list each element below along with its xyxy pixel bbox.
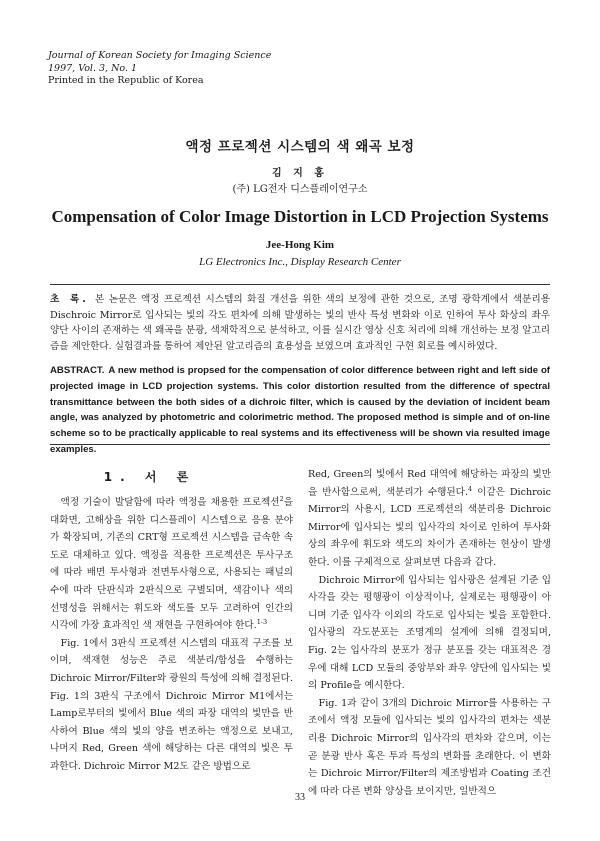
abstract-korean-text: 본 논문은 액정 프로젝션 시스템의 화질 개선을 위한 색의 보정에 관한 것으로, 조명 광학계에서 색분리용 Dischroic Mirror로 입사되는 빛의 각도 편차에 의해 발생하는 빛의 반사 특성 변화와 이로 인하여 투사 화상의 좌우 양단 사이의 존재하는 색 왜곡을 분광, 색채학적으로 분석하고, 이를 실시간 영상 신호 처리에 의해 개선하는 보정 알고리즘을 제안한다. 실험결과를 통하여 제안된 알고리즘의 효용성을 보였으며 효과적인 구현 회로를 예시하였다. (50, 294, 550, 352)
abstract-english-text: A new method is propsed for the compensation of color difference between right and left side of projected image in LCD projection systems. This color distortion resulted from the difference of spectral transmittance between the both sides of a dichroic filter, which is caused by the deviation of incident beam angle, was analyzed by photometric and colorimetric method. The proposed method is simple and of on-line scheme so to be practically applicable to real systems and its effectiveness will be shown via resulted image examples. (50, 365, 550, 455)
title-english: Compensation of Color Image Distortion in LCD Projection Systems (51, 207, 549, 226)
page-number: 33 (295, 792, 305, 803)
left-column (50, 494, 293, 776)
section-heading: 1. 서 론 (103, 470, 197, 484)
paragraph: Fig. 1에서 3판식 프로젝션 시스템의 대표적 구조를 보이며, 색재현 성능은 주로 색분리/합성을 수행하는 Dichroic Mirror/Filter와 광원의 특성에 의해 결정된다. Fig. 1의 3판식 구조에서 Dichroic Mirror M1에서는 Lamp로부터의 빛에서 Blue 색의 파장 대역의 빛만을 반사하여 Blue 색의 빛의 양을 변조하는 액정으로 보내고, 나머지 Red, Green 색에 해당하는 다른 대역의 빛은 투과한다. Dichroic Mirror M2도 같은 방법으로 (50, 637, 293, 772)
paragraph: Dichroic Mirror에 입사되는 입사광은 설계된 기준 입사각을 갖는 평행광이 이상적이나, 실제로는 평행광이 아니며 기준 입사각 이외의 각도로 입사되는 빛을 포함한다. 입사광의 각도분포는 조명계의 설계에 의해 결정되며, Fig. 2는 입사각의 분포가 정규 분포를 갖는 대표적은 경우에 대해 LCD 모듈의 중앙부와 좌우 양단에 입사되는 빛의 Profile을 예시한다. (308, 574, 551, 692)
abstract-korean (50, 292, 550, 354)
affiliation-english: LG Electronics Inc., Display Research Center (199, 256, 401, 268)
journal-name: Journal of Korean Society for Imaging Science (48, 50, 272, 61)
title-korean: 액정 프로젝션 시스템의 색 왜곡 보정 (185, 139, 415, 155)
right-column (308, 466, 551, 800)
abstract-bottom-rule (50, 444, 550, 445)
author-english: Jee-Hong Kim (265, 239, 335, 251)
paragraph: Red, Green의 빛에서 Red 대역에 해당하는 파장의 빛만을 반사함으로써, 색분리가 수행된다.$^4$ 이같은 Dichroic Mirror의 사용시, LCD 프로젝션의 색분리용 Dichroic Mirror에 입사되는 빛의 입사각의 차이로 인하여 투사화상의 좌우에 휘도와 색도의 차이가 존재하는 현상이 발생한다. 이를 구체적으로 살펴보면 다음과 같다. (308, 469, 551, 568)
journal-issue: 1997, Vol. 3, No. 1 (48, 62, 138, 74)
abstract-top-rule (50, 284, 550, 285)
abstract-english-label: ABSTRACT. (50, 365, 105, 376)
printed-note: Printed in the Republic of Korea (48, 75, 204, 86)
affiliation-korean: (주) LG전자 디스플레이연구소 (232, 184, 368, 195)
journal-header (48, 50, 271, 88)
paragraph: Fig. 1과 같이 3개의 Dichroic Mirror를 사용하는 구조에서 액정 모듈에 입사되는 빛의 입사각의 편차는 색분리용 Dichroic Mirror의 입사각의 편차와 같으며, 이는 곧 분광 반사 혹은 투과 특성의 변화를 초래한다. 이 변화는 Dichroic Mirror/Filter의 제조방법과 Coating 조건에 따라 다른 변화 양상을 보이지만, 일반적으 (308, 697, 551, 797)
abstract-korean-label: 초 록. (50, 294, 89, 305)
author-korean: 김 지 홍 (272, 168, 328, 179)
paragraph: 액정 기술이 발달함에 따라 액정을 채용한 프로젝션$^2$을 대화면, 고해상을 위한 디스플레이 시스템으로 응용 분야가 확장되며, 기존의 CRT형 프로젝션 시스템을 급속한 속도로 대체하고 있다. 액정을 적용한 프로젝션은 투사구조에 따라 배면 투사형과 전면투사형으로, 사용되는 패널의 수에 따라 단판식과 2판식으로 구별되며, 색감이나 색의 선명성을 위해서는 휘도와 색도를 모두 고려하여 인간의 시각에 가장 효과적인 색 재현을 구현하여야 한다.$^{1-3}$ (50, 494, 293, 632)
